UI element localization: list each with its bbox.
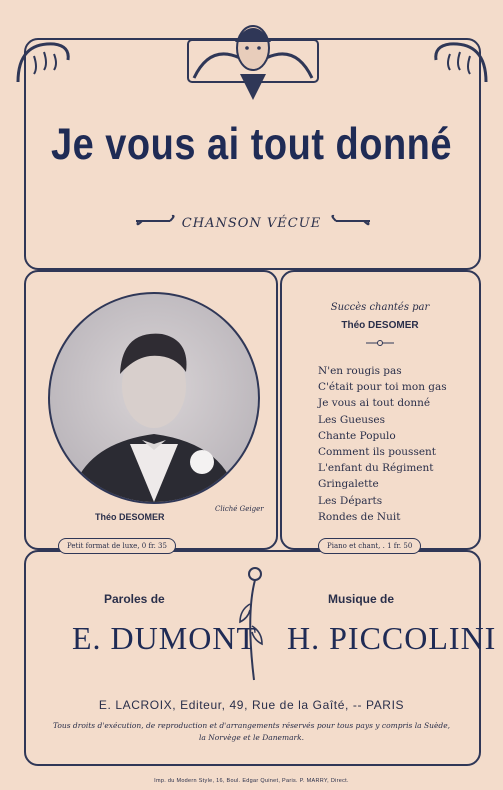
list-item: Rondes de Nuit [318,510,401,523]
left-flourish-icon [14,36,74,86]
printer-credit: Imp. du Modern Style, 16, Boul. Edgar Quinet, Paris. P. MARRY, Direct. [154,778,349,784]
song-subtitle: CHANSON VÉCUE [181,216,322,231]
rights-line-1: Tous droits d'exécution, de reproduction et d'arrangements réservés pour tous pays y compris la Suède, [52,721,451,730]
lyrics-label: Paroles de [104,592,165,606]
song-title: Je vous ai tout donné [50,120,453,170]
rights-notice [30,720,473,744]
list-item: Chante Populo [318,429,396,442]
portrait-photo [48,292,260,504]
list-item: Comment ils poussent [318,446,437,459]
price-small-format: Petit format de luxe, 0 fr. 35 [58,538,176,554]
rights-line-2: la Norvège et le Danemark. [198,733,305,742]
right-flourish-icon [430,36,490,86]
performer-name: Théo DESOMER [341,320,419,331]
lyricist-name: E. DUMONT [72,620,257,656]
composer-name: H. PICCOLINI [287,620,497,656]
list-item: N'en rougis pas [318,365,402,377]
publisher-line: E. LACROIX, Editeur, 49, Rue de la Gaîté, -- PARIS [98,698,405,712]
singer-portrait-icon [50,294,258,502]
divider-ornament-icon [366,339,394,347]
music-label: Musique de [328,592,395,606]
portrait-caption: Théo DESOMER [95,512,165,522]
list-item: Les Gueuses [318,413,386,426]
right-swirl-icon [330,214,372,228]
list-item: C'était pour toi mon gas [318,381,447,394]
successes-heading: Succès chantés par [330,302,430,313]
art-nouveau-crest-icon [180,14,326,104]
list-item: Gringalette [318,478,379,491]
song-list [318,363,447,525]
list-item: Je vous ai tout donné [318,397,431,410]
photo-credit: Cliché Geiger [215,505,264,513]
list-item: Les Départs [318,494,383,507]
floral-stem-icon [236,564,266,682]
price-piano: Piano et chant, . 1 fr. 50 [318,538,421,554]
list-item: L'enfant du Régiment [318,462,434,475]
